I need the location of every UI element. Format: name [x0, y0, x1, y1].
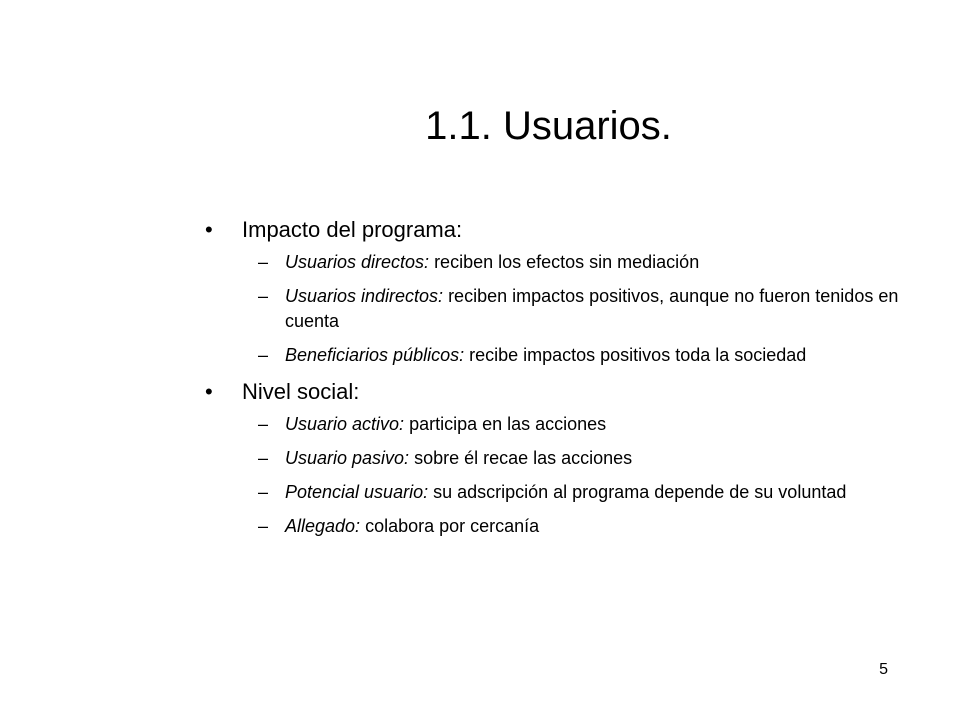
bullet-icon: •	[205, 217, 213, 242]
item-term: Potencial usuario:	[285, 482, 429, 502]
item-term: Allegado:	[285, 516, 361, 536]
section-impacto-del-programa	[200, 216, 945, 368]
item-term: Usuarios directos:	[285, 252, 430, 272]
page-number: 5	[879, 661, 888, 678]
item-term: Usuario pasivo:	[285, 448, 410, 468]
section-heading: Nivel social:	[242, 379, 360, 404]
sub-list	[242, 412, 945, 539]
bullet-list	[200, 216, 945, 549]
list-item	[242, 250, 945, 275]
dash-icon: –	[258, 252, 269, 272]
dash-icon: –	[258, 286, 269, 306]
item-term: Beneficiarios públicos:	[285, 345, 465, 365]
item-text: reciben impactos positivos, aunque no fueron tenidos en cuenta	[285, 286, 899, 331]
item-text: reciben los efectos sin mediación	[429, 252, 700, 272]
section-nivel-social	[200, 378, 945, 539]
dash-icon: –	[258, 414, 269, 434]
list-item	[242, 343, 945, 368]
list-item	[242, 514, 945, 539]
dash-icon: –	[258, 482, 269, 502]
dash-icon: –	[258, 345, 269, 365]
item-text: su adscripción al programa depende de su voluntad	[428, 482, 847, 502]
item-text: recibe impactos positivos toda la sociedad	[464, 345, 807, 365]
item-text: colabora por cercanía	[360, 516, 540, 536]
list-item	[242, 284, 945, 334]
item-text: participa en las acciones	[404, 414, 607, 434]
bullet-icon: •	[205, 379, 213, 404]
item-term: Usuario activo:	[285, 414, 405, 434]
item-term: Usuarios indirectos:	[285, 286, 444, 306]
dash-icon: –	[258, 516, 269, 536]
slide-title: 1.1. Usuarios.	[425, 104, 672, 148]
list-item	[242, 412, 945, 437]
sub-list	[242, 250, 945, 368]
dash-icon: –	[258, 448, 269, 468]
item-text: sobre él recae las acciones	[409, 448, 633, 468]
list-item	[242, 446, 945, 471]
list-item	[242, 480, 945, 505]
section-heading: Impacto del programa:	[242, 217, 463, 242]
